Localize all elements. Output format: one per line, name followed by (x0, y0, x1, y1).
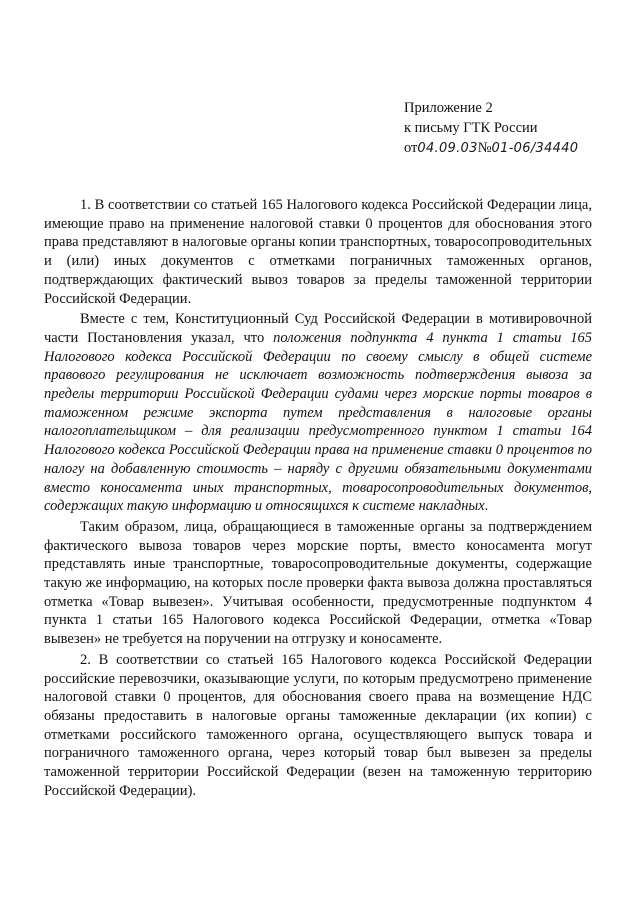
number-prefix: № (477, 140, 492, 156)
paragraph-2 (44, 310, 592, 516)
date-prefix: от (404, 140, 418, 156)
paragraph-4: 2. В соответствии со статьей 165 Налогового кодекса Российской Федерации российские перевозчики, оказывающие услуги, по которым предусмотрено применение налоговой ставки 0 процентов, для обоснования своего права на возмещение НДС обязаны предоставить в налоговые органы таможенные декларации (их копии) с отметками российского таможенного органа, осуществляющего выпуск товара и пограничного таможенного органа, через который товар был вывезен за пределы таможенной территории Российской Федерации (везен на таможенную территорию Российской Федерации). (44, 651, 592, 799)
paragraph-1: 1. В соответствии со статьей 165 Налогового кодекса Российской Федерации лица, имеющие право на применение налоговой ставки 0 процентов для обоснования этого права представляют в налоговые органы копии транспортных, товаросопроводительных и (или) иных документов с отметками пограничных таможенных органов, подтверждающих фактический вывоз товаров за пределы таможенной территории Российской Федерации. (44, 197, 592, 307)
handwritten-number: 01-06/34440 (491, 141, 579, 156)
letter-reference: к письму ГТК России (404, 120, 538, 136)
letter-date-number (404, 138, 624, 159)
attachment-title: Приложение 2 (404, 100, 493, 116)
handwritten-date: 04.09.03 (417, 141, 478, 156)
document-body (44, 196, 592, 801)
court-ruling-quote: положения подпункта 4 пункта 1 статьи 165 Налогового кодекса Российской Федерации по своему смыслу в общей системе правового регулирования не исключает возможность подтверждения вывоза за пределы территории Российской Федерации судами через морские порты товаров в таможенном режиме экспорта путем представления в налоговые органы налогоплательщиком – для реализации предусмотренного пунктом 1 статьи 164 Налогового кодекса Российской Федерации права на применение ставки 0 процентов по налогу на добавленную стоимость – наряду с другими обязательными документами вместо коносамента иных транспортных, товаросопроводительных документов, содержащих такую информацию и относящихся к системе накладных (44, 329, 593, 515)
paragraph-2-end: . (484, 498, 489, 515)
paragraph-2-intro: Вместе с тем, Конституционный Суд Российской Федерации в мотивировочной части Постановления указал, что (44, 311, 592, 346)
attachment-header (404, 98, 624, 159)
paragraph-3: Таким образом, лица, обращающиеся в таможенные органы за подтверждением фактического вывоза товаров через морские порты, вместо коносамента могут представлять иные транспортные, товаросопроводительные документы, содержащие такую же информацию, на которых после проверки факта вывоза должна проставляться отметка «Товар вывезен». Учитывая особенности, предусмотренные подпунктом 4 пункта 1 статьи 165 Налогового кодекса Российской Федерации, отметка «Товар вывезен» не требуется на поручении на отгрузку и коносаменте. (44, 518, 592, 648)
